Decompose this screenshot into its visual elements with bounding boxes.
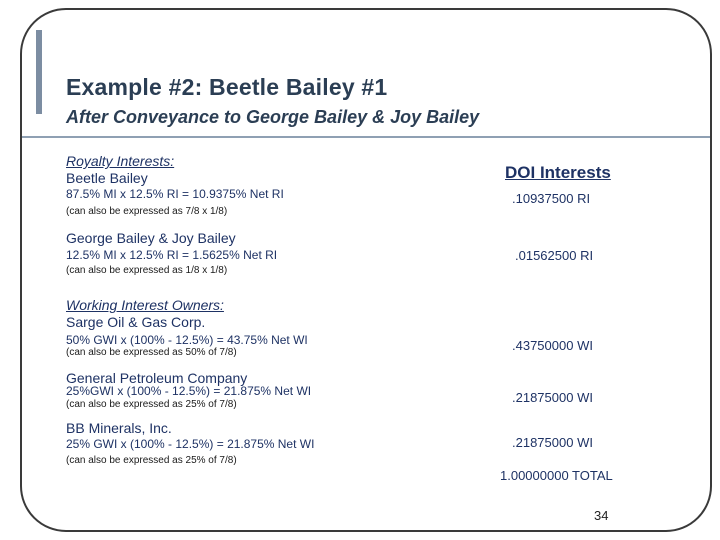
working-owner-note: (can also be expressed as 25% of 7/8) (66, 399, 237, 410)
working-owner-name: Sarge Oil & Gas Corp. (66, 314, 206, 330)
working-owner-note: (can also be expressed as 25% of 7/8) (66, 455, 237, 466)
royalty-owner-name: George Bailey & Joy Bailey (66, 230, 236, 246)
working-owner-note: (can also be expressed as 50% of 7/8) (66, 347, 237, 358)
slide-title: Example #2: Beetle Bailey #1 (66, 74, 388, 100)
royalty-owner-note: (can also be expressed as 7/8 x 1/8) (66, 206, 228, 217)
doi-value: .01562500 RI (515, 248, 594, 263)
accent-bar (36, 30, 42, 114)
working-owner-name: BB Minerals, Inc. (66, 420, 172, 436)
working-owner-calc: 25% GWI x (100% - 12.5%) = 21.875% Net WI (66, 437, 315, 451)
doi-value: .21875000 WI (512, 435, 593, 450)
title-rule (22, 136, 710, 138)
doi-value: .43750000 WI (512, 338, 593, 353)
working-heading: Working Interest Owners: (66, 297, 224, 313)
royalty-owner-calc: 12.5% MI x 12.5% RI = 1.5625% Net RI (66, 248, 278, 262)
working-owner-name: General Petroleum Company (66, 370, 248, 386)
doi-heading: DOI Interests (505, 163, 611, 182)
working-owner-calc: 50% GWI x (100% - 12.5%) = 43.75% Net WI (66, 333, 308, 347)
royalty-owner-calc: 87.5% MI x 12.5% RI = 10.9375% Net RI (66, 187, 284, 201)
slide-subtitle: After Conveyance to George Bailey & Joy Bailey (66, 107, 480, 127)
royalty-owner-note: (can also be expressed as 1/8 x 1/8) (66, 265, 228, 276)
doi-value: .21875000 WI (512, 390, 593, 405)
royalty-heading: Royalty Interests: (66, 153, 175, 169)
doi-total: 1.00000000 TOTAL (500, 468, 613, 483)
page-number: 34 (594, 508, 609, 523)
royalty-owner-name: Beetle Bailey (66, 170, 148, 186)
doi-value: .10937500 RI (512, 191, 591, 206)
working-owner-calc: 25%GWI x (100% - 12.5%) = 21.875% Net WI (66, 384, 312, 398)
